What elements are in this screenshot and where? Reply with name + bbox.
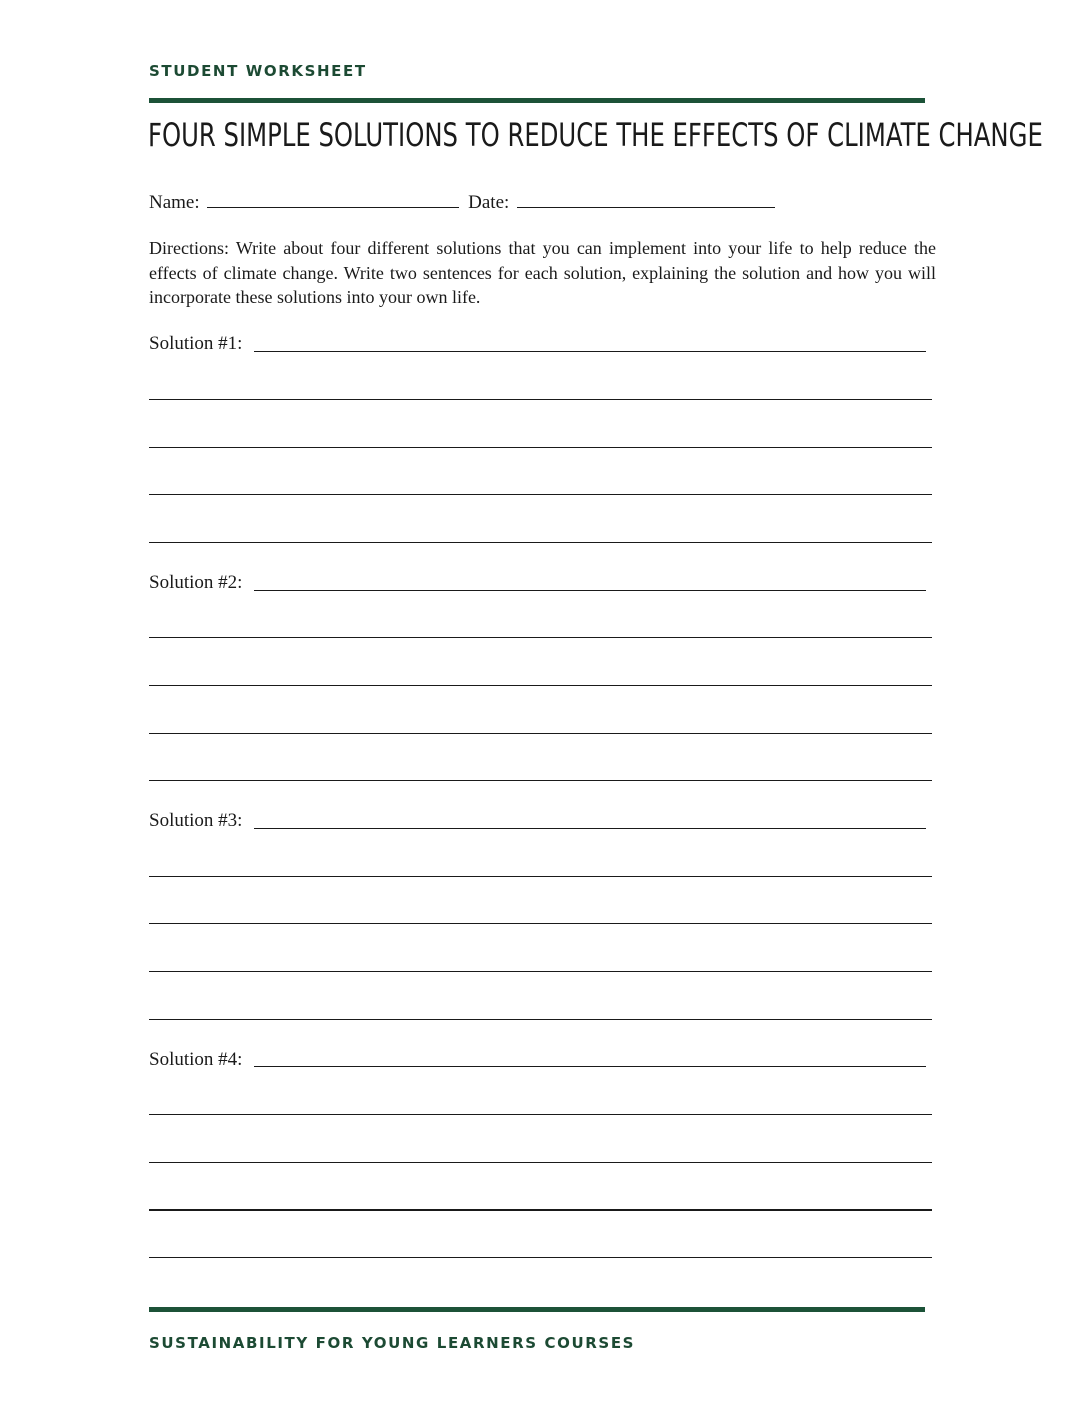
solution-4-line-2[interactable]	[149, 1162, 932, 1163]
solution-2-title-line[interactable]	[254, 590, 926, 591]
solution-4-label: Solution #4:	[149, 1049, 243, 1070]
solution-3-label: Solution #3:	[149, 810, 243, 831]
solution-4-title-line[interactable]	[254, 1066, 926, 1067]
solution-2-line-4[interactable]	[149, 780, 932, 781]
solution-1-label: Solution #1:	[149, 333, 243, 354]
solution-1-title-line[interactable]	[254, 351, 926, 352]
solution-3-line-3[interactable]	[149, 971, 932, 972]
solution-1-line-1[interactable]	[149, 399, 932, 400]
bottom-divider	[149, 1307, 925, 1312]
footer-course-label: SUSTAINABILITY FOR YOUNG LEARNERS COURSES	[149, 1334, 636, 1352]
solution-3-line-2[interactable]	[149, 923, 932, 924]
solution-1-line-2[interactable]	[149, 447, 932, 448]
solution-4-line-4[interactable]	[149, 1257, 932, 1258]
solution-2-line-1[interactable]	[149, 637, 932, 638]
date-label: Date:	[468, 192, 510, 213]
solution-2-label: Solution #2:	[149, 572, 243, 593]
solution-2-line-3[interactable]	[149, 733, 932, 734]
solution-2-line-2[interactable]	[149, 685, 932, 686]
solution-3-line-1[interactable]	[149, 876, 932, 877]
page-title: FOUR SIMPLE SOLUTIONS TO REDUCE THE EFFECTS OF CLIMATE CHANGE	[148, 116, 1043, 154]
name-date-row	[149, 189, 775, 214]
name-label: Name:	[149, 192, 200, 213]
date-field[interactable]	[517, 189, 775, 208]
solution-3-line-4[interactable]	[149, 1019, 932, 1020]
solution-4-line-1[interactable]	[149, 1114, 932, 1115]
name-field[interactable]	[207, 189, 459, 208]
worksheet-label: STUDENT WORKSHEET	[149, 62, 367, 80]
solution-1-line-3[interactable]	[149, 494, 932, 495]
solution-4-line-3[interactable]	[149, 1209, 932, 1211]
solution-3-title-line[interactable]	[254, 828, 926, 829]
directions-text: Directions: Write about four different solutions that you can implement into your life to help reduce the effects of climate change. Write two sentences for each solution, explaining the solution and how you will incorporate these solutions into your own life.	[149, 238, 936, 307]
solution-1-line-4[interactable]	[149, 542, 932, 543]
top-divider	[149, 98, 925, 103]
